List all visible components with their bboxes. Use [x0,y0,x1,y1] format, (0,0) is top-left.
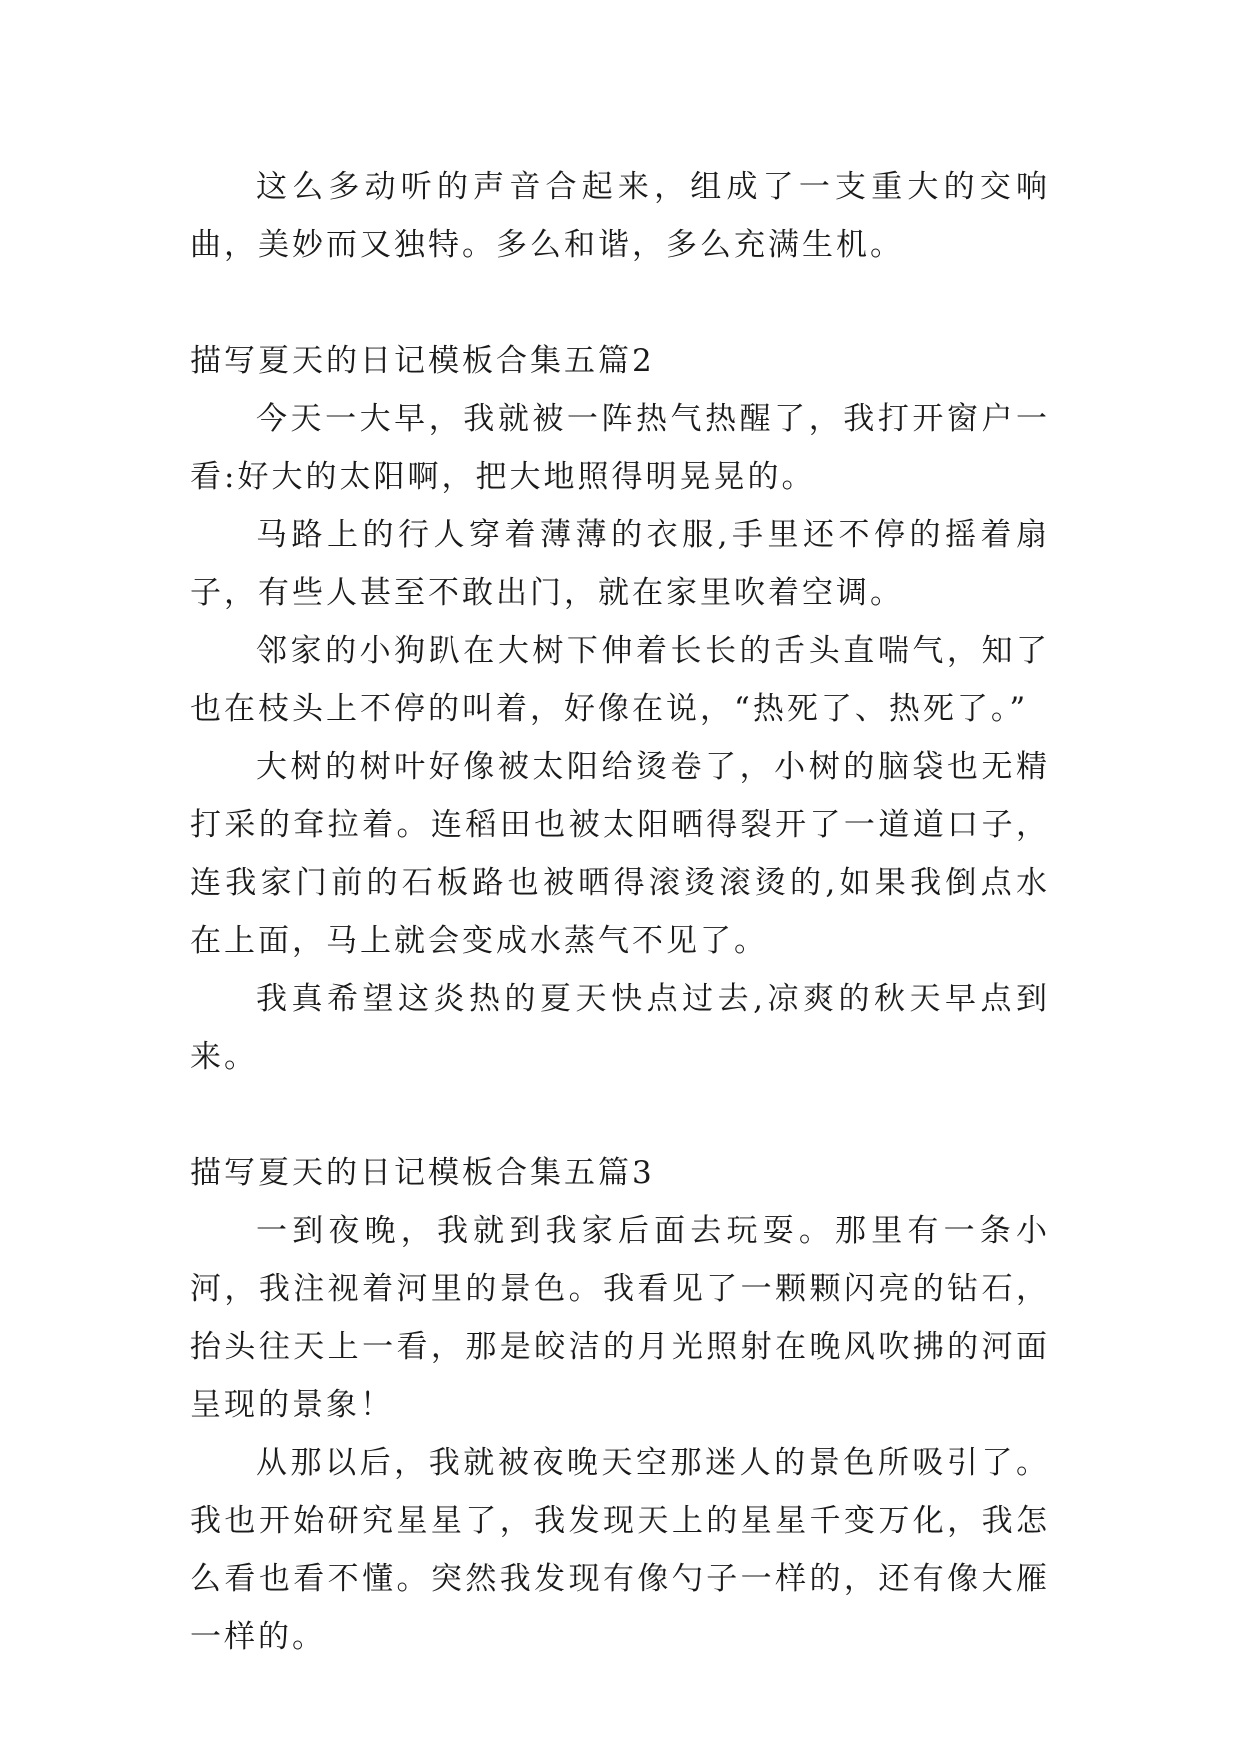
document-body [190,158,1050,1666]
section2-paragraph-4: 大树的树叶好像被太阳给烫卷了，小树的脑袋也无精打采的耷拉着。连稻田也被太阳晒得裂开了一道道口子，连我家门前的石板路也被晒得滚烫滚烫的,如果我倒点水在上面，马上就会变成水蒸气不见了。 [190,749,1050,959]
section-heading-3: 描写夏天的日记模板合集五篇3 [190,1155,655,1191]
section3-paragraph-1: 一到夜晚，我就到我家后面去玩耍。那里有一条小河，我注视着河里的景色。我看见了一颗颗闪亮的钻石，抬头往天上一看，那是皎洁的月光照射在晚风吹拂的河面呈现的景象！ [190,1213,1050,1423]
section2-paragraph-1: 今天一大早，我就被一阵热气热醒了，我打开窗户一看:好大的太阳啊，把大地照得明晃晃的。 [190,401,1050,495]
section2-paragraph-3: 邻家的小狗趴在大树下伸着长长的舌头直喘气，知了也在枝头上不停的叫着，好像在说，“热死了、热死了。” [190,633,1050,727]
section-heading-2: 描写夏天的日记模板合集五篇2 [190,343,655,379]
section2-paragraph-2: 马路上的行人穿着薄薄的衣服,手里还不停的摇着扇子，有些人甚至不敢出门，就在家里吹着空调。 [190,517,1050,611]
section3-paragraph-2: 从那以后，我就被夜晚天空那迷人的景色所吸引了。我也开始研究星星了，我发现天上的星星千变万化，我怎么看也看不懂。突然我发现有像勺子一样的，还有像大雁一样的。 [190,1445,1050,1655]
section2-paragraph-5: 我真希望这炎热的夏天快点过去,凉爽的秋天早点到来。 [190,981,1050,1075]
intro-paragraph: 这么多动听的声音合起来，组成了一支重大的交响曲，美妙而又独特。多么和谐，多么充满生机。 [190,169,1050,263]
